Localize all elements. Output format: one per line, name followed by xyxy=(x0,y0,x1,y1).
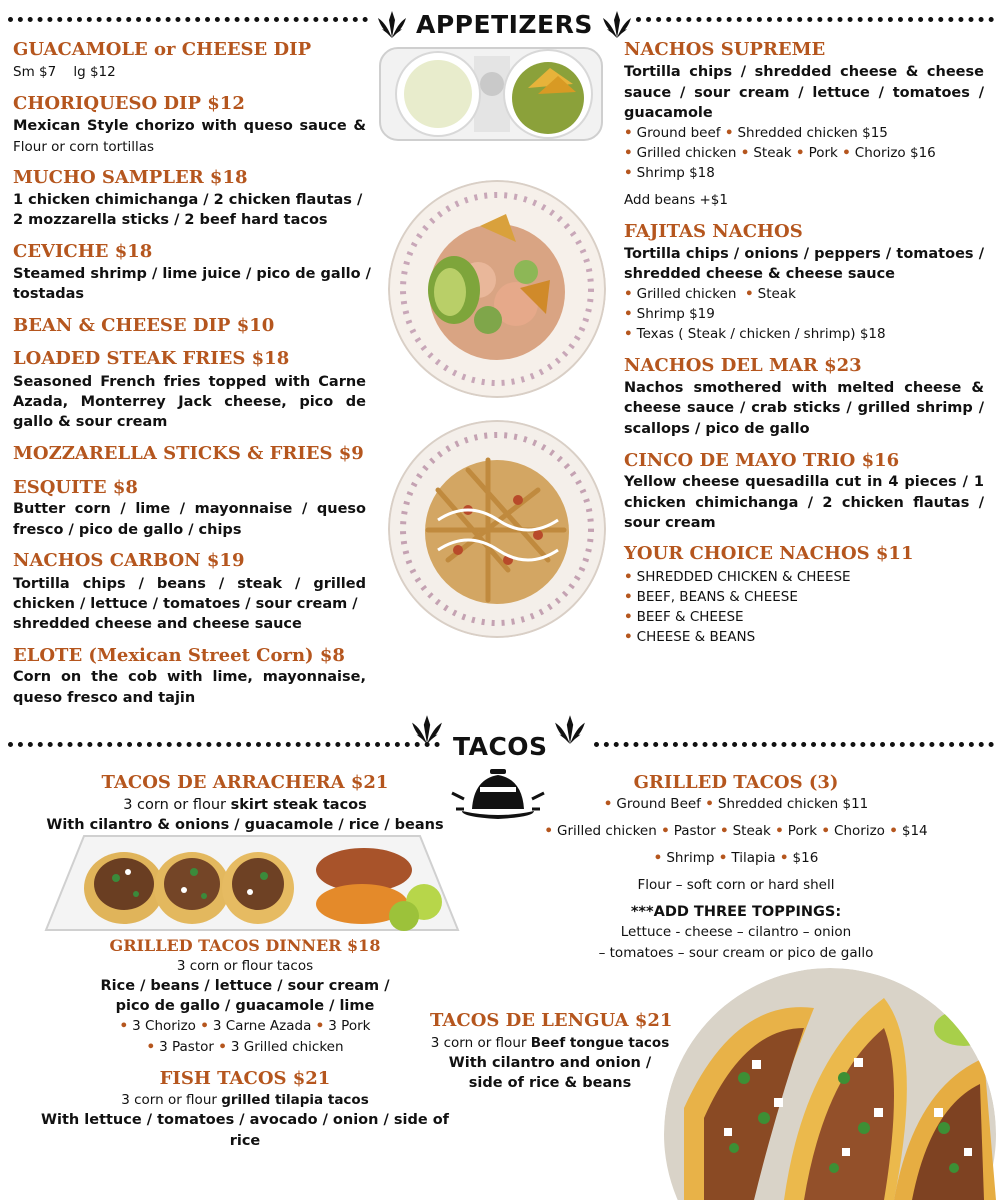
nachos-del-mar-desc-1: Nachos smothered with melted cheese & xyxy=(624,380,984,396)
fish-tacos-title: FISH TACOS $21 xyxy=(159,1068,331,1089)
appetizers-title: APPETIZERS xyxy=(416,9,593,39)
nachos-carbon-desc-2: chicken / lettuce / tomatoes / sour cream / xyxy=(13,596,358,612)
agave-icon xyxy=(553,712,587,746)
arrachera-desc-2: With cilantro & onions / guacamole / rice / beans xyxy=(46,817,444,833)
cinco-de-mayo-trio-desc-2: chicken chimichanga / 2 chicken flautas / xyxy=(624,495,984,511)
grilled-tacos-shell: Flour – soft corn or hard shell xyxy=(637,877,835,893)
agave-icon xyxy=(376,8,408,40)
cinco-de-mayo-trio-title: CINCO DE MAYO TRIO $16 xyxy=(624,450,900,471)
esquite-desc-2: fresco / pico de gallo / chips xyxy=(13,522,242,538)
fish-tacos-desc-2: With lettuce / tomatoes / avocado / onion / side of rice xyxy=(41,1112,449,1149)
elote-title: ELOTE (Mexican Street Corn) $8 xyxy=(13,645,345,666)
nachos-del-mar-desc-2: cheese sauce / crab sticks / grilled shrimp / xyxy=(624,400,984,416)
nachos-del-mar-title: NACHOS DEL MAR $23 xyxy=(624,355,862,376)
tacos-title: TACOS xyxy=(453,732,548,761)
fajitas-nachos-desc-2: shredded cheese & cheese sauce xyxy=(624,266,896,282)
fajitas-nachos-desc-1: Tortilla chips / onions / peppers / tomatoes / xyxy=(624,246,984,262)
bean-cheese-dip-title: BEAN & CHEESE DIP $10 xyxy=(13,315,275,336)
fajitas-nachos-title: FAJITAS NACHOS xyxy=(624,221,803,242)
ceviche-title: CEVICHE $18 xyxy=(13,241,153,262)
appetizers-header xyxy=(376,8,633,40)
your-choice-nachos-title: YOUR CHOICE NACHOS $11 xyxy=(624,543,914,564)
your-choice-option-1: • SHREDDED CHICKEN & CHEESE xyxy=(624,569,851,585)
nachos-carbon-desc-3: shredded cheese and cheese sauce xyxy=(13,616,302,632)
tacos-divider-left xyxy=(8,742,440,747)
cinco-de-mayo-trio-desc-1: Yellow cheese quesadilla cut in 4 pieces / 1 xyxy=(624,474,984,490)
nachos-carbon-title: NACHOS CARBON $19 xyxy=(13,550,245,571)
mozzarella-sticks-title: MOZZARELLA STICKS & FRIES $9 xyxy=(13,443,364,464)
nachos-supreme-desc-3: guacamole xyxy=(624,105,713,121)
grilled-tacos-toppings-1: Lettuce - cheese – cilantro – onion xyxy=(620,924,852,940)
choriqueso-title: CHORIQUESO DIP $12 xyxy=(13,93,245,114)
elote-desc-1: Corn on the cob with lime, mayonnaise, xyxy=(13,669,366,685)
guacamole-sizes: Sm $7 lg $12 xyxy=(13,64,116,80)
grilled-tacos-dinner-desc-2: Rice / beans / lettuce / sour cream / xyxy=(100,978,390,994)
esquite-desc-1: Butter corn / lime / mayonnaise / queso xyxy=(13,501,366,517)
grilled-tacos-dinner-options-1: • 3 Chorizo • 3 Carne Azada • 3 Pork xyxy=(119,1018,371,1034)
ceviche-photo xyxy=(388,180,606,398)
grilled-tacos-dinner-desc-1: 3 corn or flour tacos xyxy=(176,958,314,974)
loaded-steak-fries-desc-2: Azada, Monterrey Jack cheese, pico de xyxy=(13,394,366,410)
your-choice-option-4: • CHEESE & BEANS xyxy=(624,629,756,645)
ceviche-desc-2: tostadas xyxy=(13,286,85,302)
your-choice-option-2: • BEEF, BEANS & CHEESE xyxy=(624,589,798,605)
loaded-steak-fries-title: LOADED STEAK FRIES $18 xyxy=(13,348,290,369)
grilled-tacos-toppings-title: ***ADD THREE TOPPINGS: xyxy=(630,904,842,920)
nachos-supreme-add-beans: Add beans +$1 xyxy=(624,192,728,208)
fajitas-nachos-options-1: • Grilled chicken • Steak xyxy=(624,286,796,302)
cinco-de-mayo-trio-desc-3: sour cream xyxy=(624,515,716,531)
tacos-de-lengua-title: TACOS DE LENGUA $21 xyxy=(430,1010,673,1031)
esquite-title: ESQUITE $8 xyxy=(13,477,138,498)
grilled-tacos-options-1: • Ground Beef • Shredded chicken $11 xyxy=(603,796,869,812)
mucho-sampler-desc-2: 2 mozzarella sticks / 2 beef hard tacos xyxy=(13,212,328,228)
street-tacos-photo xyxy=(664,968,996,1200)
grilled-tacos-toppings-2: – tomatoes – sour cream or pico de gallo xyxy=(598,945,874,961)
tacos-de-lengua-desc-1: 3 corn or flour Beef tongue tacos xyxy=(430,1035,670,1051)
tacos-de-lengua-desc-3: side of rice & beans xyxy=(468,1075,632,1091)
fajitas-nachos-options-2: • Shrimp $19 xyxy=(624,306,715,322)
loaded-fries-photo xyxy=(388,420,606,638)
nachos-supreme-title: NACHOS SUPREME xyxy=(624,39,826,60)
elote-desc-2: queso fresco and tajin xyxy=(13,690,196,706)
grilled-tacos-options-2: • Grilled chicken • Pastor • Steak • Pork • Chorizo • $14 xyxy=(544,823,928,839)
nachos-supreme-desc-2: sauce / sour cream / lettuce / tomatoes / xyxy=(624,85,984,101)
grilled-tacos-dinner-title: GRILLED TACOS DINNER $18 xyxy=(109,936,381,955)
choriqueso-desc-2: Flour or corn tortillas xyxy=(13,139,155,155)
dip-tray-photo xyxy=(378,44,604,144)
nachos-carbon-desc-1: Tortilla chips / beans / steak / grilled xyxy=(13,576,366,592)
tacos-platter-photo xyxy=(44,832,460,934)
your-choice-option-3: • BEEF & CHEESE xyxy=(624,609,744,625)
loaded-steak-fries-desc-1: Seasoned French fries topped with Carne xyxy=(13,374,366,390)
appetizers-divider-left xyxy=(8,17,368,22)
mucho-sampler-desc-1: 1 chicken chimichanga / 2 chicken flautas / xyxy=(13,192,363,208)
guacamole-title: GUACAMOLE or CHEESE DIP xyxy=(13,39,312,60)
agave-icon xyxy=(601,8,633,40)
fish-tacos-desc-1: 3 corn or flour grilled tilapia tacos xyxy=(121,1092,369,1108)
tacos-de-lengua-desc-2: With cilantro and onion / xyxy=(448,1055,652,1071)
grilled-tacos-dinner-desc-3: pico de gallo / guacamole / lime xyxy=(115,998,375,1014)
fajitas-nachos-options-3: • Texas ( Steak / chicken / shrimp) $18 xyxy=(624,326,886,342)
appetizers-divider-right xyxy=(636,17,994,22)
choriqueso-desc-1: Mexican Style chorizo with queso sauce & xyxy=(13,118,366,134)
nachos-supreme-options-1: • Ground beef • Shredded chicken $15 xyxy=(624,125,888,141)
grilled-tacos-options-3: • Shrimp • Tilapia • $16 xyxy=(653,850,819,866)
grilled-tacos-title: GRILLED TACOS (3) xyxy=(633,772,839,793)
nachos-supreme-desc-1: Tortilla chips / shredded cheese & cheese xyxy=(624,64,984,80)
grilled-tacos-dinner-options-2: • 3 Pastor • 3 Grilled chicken xyxy=(146,1039,344,1055)
ceviche-desc-1: Steamed shrimp / lime juice / pico de gallo / xyxy=(13,266,371,282)
sombrero-icon xyxy=(450,765,546,825)
nachos-supreme-options-2: • Grilled chicken • Steak • Pork • Chorizo $16 xyxy=(624,145,936,161)
arrachera-desc-1: 3 corn or flour skirt steak tacos xyxy=(123,797,367,813)
tacos-divider-right xyxy=(594,742,994,747)
agave-icon xyxy=(410,712,444,746)
nachos-del-mar-desc-3: scallops / pico de gallo xyxy=(624,421,810,437)
loaded-steak-fries-desc-3: gallo & sour cream xyxy=(13,414,168,430)
arrachera-title: TACOS DE ARRACHERA $21 xyxy=(101,772,389,793)
nachos-supreme-options-3: • Shrimp $18 xyxy=(624,165,715,181)
mucho-sampler-title: MUCHO SAMPLER $18 xyxy=(13,167,248,188)
